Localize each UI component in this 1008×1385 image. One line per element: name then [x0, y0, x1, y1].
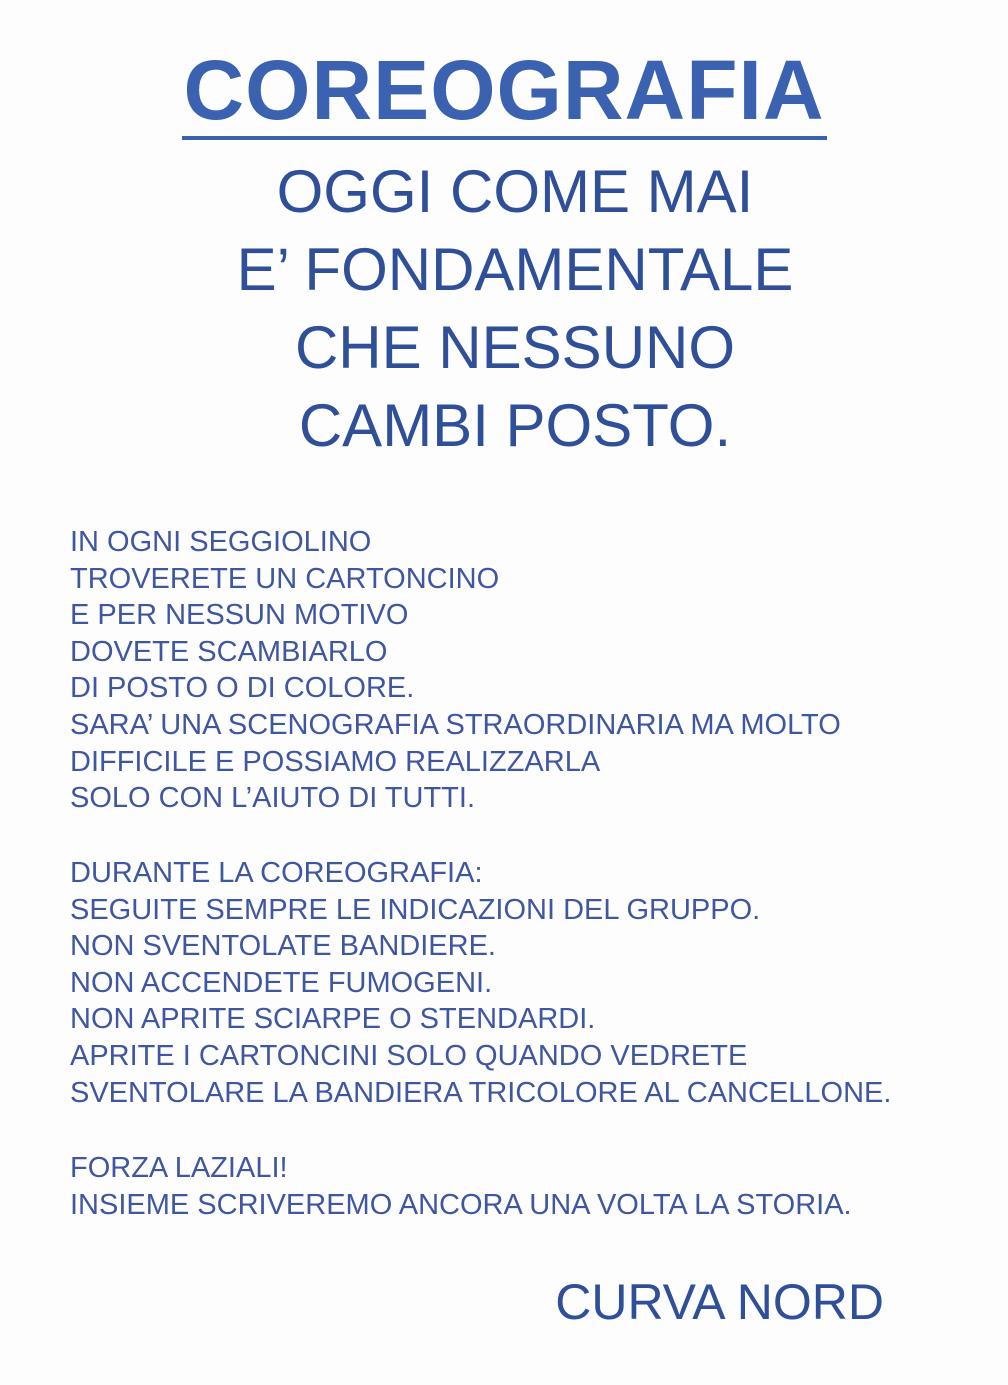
signature: CURVA NORD — [555, 1274, 884, 1330]
text-line: SARA’ UNA SCENOGRAFIA STRAORDINARIA MA MOLTO — [70, 708, 841, 741]
instructions-paragraph — [70, 524, 970, 817]
text-line: DURANTE LA COREOGRAFIA: — [70, 857, 483, 889]
text-line: E PER NESSUN MOTIVO — [70, 599, 409, 632]
headline — [0, 153, 1008, 465]
text-line: IN OGNI SEGGIOLINO — [70, 526, 372, 558]
text-line: NON APRITE SCIARPE O STENDARDI. — [70, 1003, 596, 1036]
text-line: INSIEME SCRIVEREMO ANCORA UNA VOLTA LA STORIA. — [70, 1188, 852, 1221]
closing-paragraph — [70, 1150, 970, 1223]
headline-line: OGGI COME MAI — [276, 158, 754, 225]
rules-paragraph — [70, 855, 970, 1111]
text-line: DOVETE SCAMBIARLO — [70, 635, 388, 668]
page-title: COREOGRAFIA — [182, 48, 827, 140]
text-line: APRITE I CARTONCINI SOLO QUANDO VEDRETE — [70, 1039, 748, 1072]
text-line: SOLO CON L’AIUTO DI TUTTI. — [70, 782, 475, 815]
text-line: TROVERETE UN CARTONCINO — [70, 562, 500, 595]
text-line: DI POSTO O DI COLORE. — [70, 672, 415, 705]
text-line: NON ACCENDETE FUMOGENI. — [70, 966, 493, 999]
text-line: NON SVENTOLATE BANDIERE. — [70, 930, 496, 963]
text-line: SEGUITE SEMPRE LE INDICAZIONI DEL GRUPPO. — [70, 893, 761, 926]
text-line: DIFFICILE E POSSIAMO REALIZZARLA — [70, 745, 601, 778]
text-line: SVENTOLARE LA BANDIERA TRICOLORE AL CANCELLONE. — [70, 1076, 892, 1109]
headline-line: CHE NESSUNO — [294, 314, 736, 381]
title-block — [0, 43, 1008, 140]
text-line: FORZA LAZIALI! — [70, 1152, 288, 1184]
headline-line: CAMBI POSTO. — [298, 392, 732, 459]
headline-line: E’ FONDAMENTALE — [236, 236, 794, 303]
